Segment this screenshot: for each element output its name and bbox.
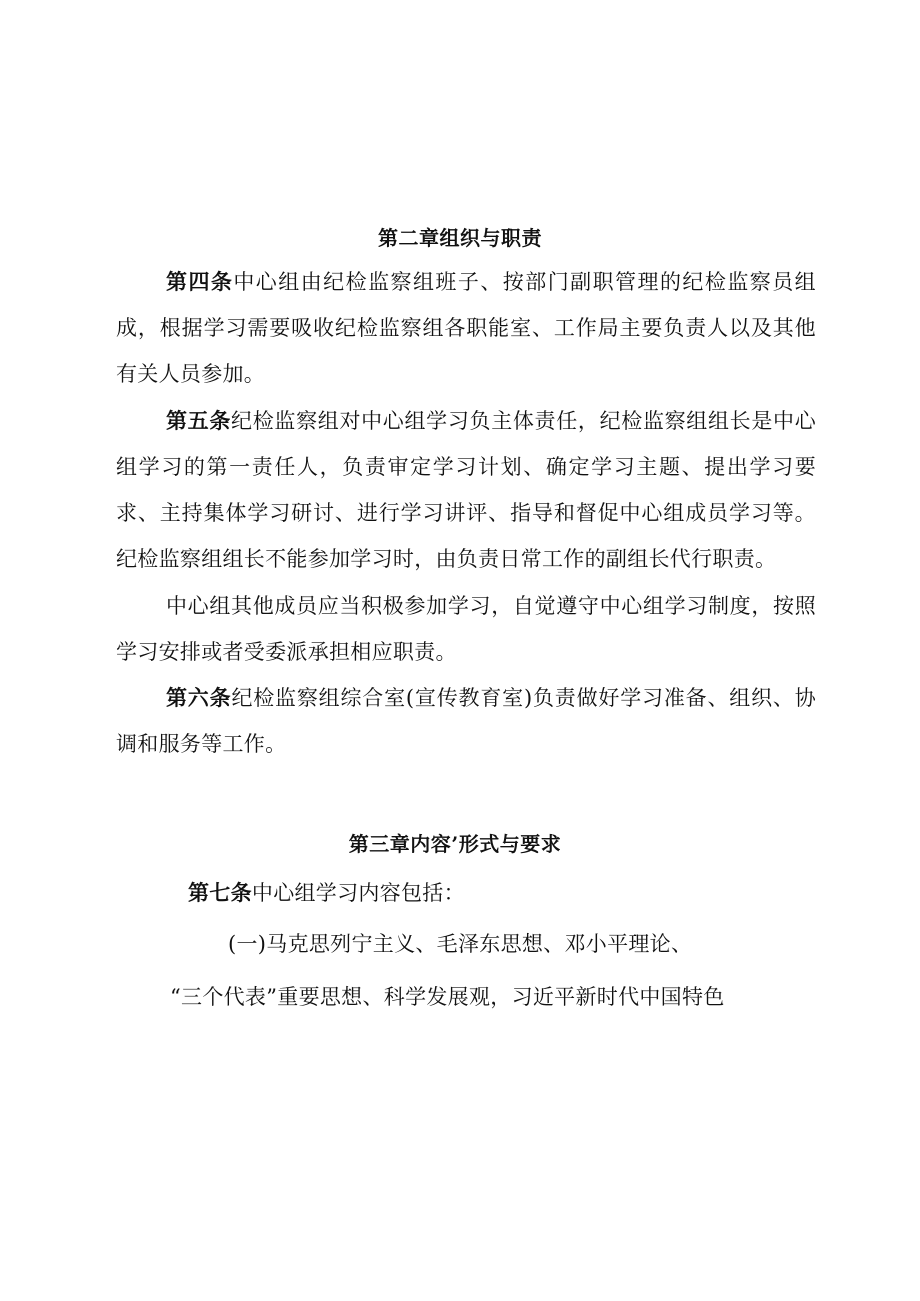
article-6 — [116, 675, 816, 767]
members-paragraph — [116, 583, 816, 675]
article-6-text: 纪检监察组综合室(宣传教育室)负责做好学习准备、组织、协调和服务等工作。 — [116, 686, 816, 756]
article-6-label: 第六条 — [166, 685, 232, 710]
chapter-3-title: 第三章内容’形式与要求 — [348, 832, 562, 856]
article-7-label: 第七条 — [188, 880, 252, 905]
article-4-text: 中心组由纪检监察组班子、按部门副职管理的纪检监察员组成，根据学习需要吸收纪检监察组各职能室、工作局主要负责人以及其他有关人员参加。 — [116, 270, 816, 386]
item-1-line-2: “三个代表”重要思想、科学发展观，习近平新时代中国特色 — [170, 985, 725, 1009]
members-text: 中心组其他成员应当积极参加学习，自觉遵守中心组学习制度，按照学习安排或者受委派承担相应职责。 — [116, 594, 816, 664]
article-5-text: 纪检监察组对中心组学习负主体责任，纪检监察组组长是中心组学习的第一责任人，负责审定学习计划、确定学习主题、提出学习要求、主持集体学习研讨、进行学习讲评、指导和督促中心组成员学习等。纪检监察组组长不能参加学习时，由负责日常工作的副组长代行职责。 — [116, 409, 816, 571]
article-4 — [116, 259, 816, 397]
article-4-label: 第四条 — [166, 269, 234, 294]
article-7 — [188, 878, 465, 908]
item-1-line-1: (一)马克思列宁主义、毛泽东思想、邓小平理论、 — [228, 932, 693, 956]
article-7-text: 中心组学习内容包括： — [251, 881, 465, 905]
chapter-2-title: 第二章组织与职责 — [378, 226, 542, 250]
article-5 — [116, 398, 816, 582]
article-5-label: 第五条 — [166, 408, 232, 433]
